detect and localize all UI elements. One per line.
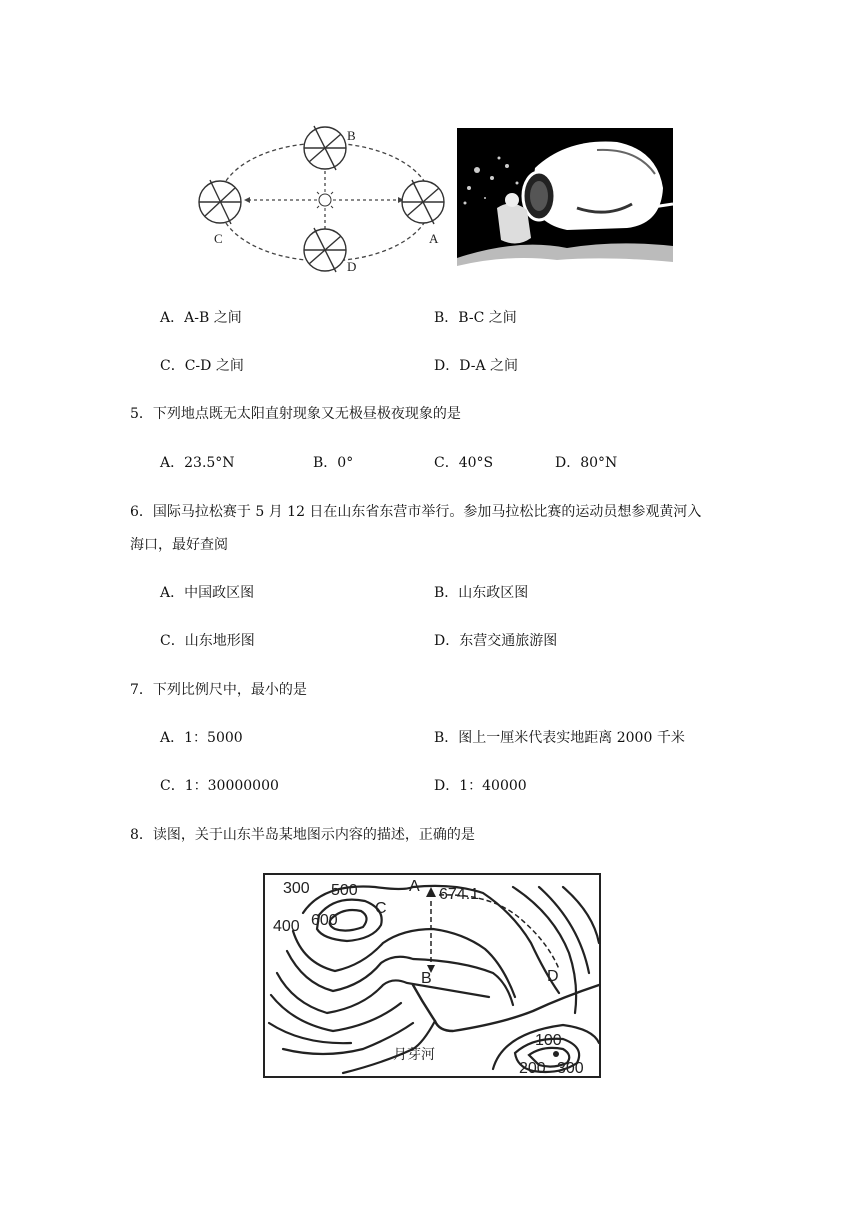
point-label-c: C	[375, 900, 387, 917]
contour-label-100: 100	[535, 1032, 562, 1049]
sun-icon	[314, 189, 336, 211]
earth-b	[304, 126, 346, 170]
q7-option-c[interactable]: C．1：30000000	[160, 778, 279, 794]
point-label-b: B	[421, 970, 432, 987]
q5-option-c[interactable]: C．40°S	[434, 455, 494, 471]
contour-label-300b: 300	[557, 1060, 584, 1077]
contour-label-300: 300	[283, 880, 310, 897]
q7-stem: 7．下列比例尺中，最小的是	[130, 682, 307, 698]
q5-option-a[interactable]: A．23.5°N	[160, 455, 235, 471]
option-c[interactable]: C．C-D 之间	[160, 358, 244, 374]
q6-stem-line2: 海口，最好查阅	[130, 537, 228, 553]
capsule-photo	[457, 128, 673, 274]
contour-label-400: 400	[273, 918, 300, 935]
option-a[interactable]: A．A-B 之间	[160, 310, 242, 326]
q6-stem-line1: 6．国际马拉松赛于 5 月 12 日在山东省东营市举行。参加马拉松比赛的运动员想参观黄河入	[130, 504, 702, 520]
earth-orbit-diagram	[196, 118, 454, 276]
q7-option-b[interactable]: B．图上一厘米代表实地距离 2000 千米	[434, 730, 685, 746]
earth-c	[199, 180, 241, 224]
q6-option-c[interactable]: C．山东地形图	[160, 633, 255, 649]
point-label-a: A	[409, 878, 420, 895]
river-name: 月芽河	[393, 1047, 435, 1063]
q5-option-d[interactable]: D．80°N	[555, 455, 618, 471]
label-a: A	[429, 231, 439, 246]
label-d: D	[347, 259, 357, 274]
option-d[interactable]: D．D-A 之间	[434, 358, 519, 374]
label-b: B	[347, 128, 356, 143]
q5-stem: 5．下列地点既无太阳直射现象又无极昼极夜现象的是	[130, 406, 461, 422]
point-label-d: D	[547, 968, 559, 985]
label-c: C	[214, 231, 223, 246]
earth-a	[402, 180, 444, 224]
contour-label-500: 500	[331, 882, 358, 899]
contour-label-200: 200	[519, 1060, 546, 1077]
q8-stem: 8．读图，关于山东半岛某地图示内容的描述，正确的是	[130, 827, 475, 843]
q7-option-d[interactable]: D．1：40000	[434, 778, 527, 794]
q6-option-b[interactable]: B．山东政区图	[434, 585, 529, 601]
peak-elevation: 674.1	[439, 886, 480, 903]
earth-d	[304, 228, 346, 272]
option-b[interactable]: B．B-C 之间	[434, 310, 517, 326]
q6-option-a[interactable]: A．中国政区图	[160, 585, 255, 601]
q5-option-b[interactable]: B．0°	[313, 455, 354, 471]
topographic-map	[263, 873, 601, 1078]
q7-option-a[interactable]: A．1：5000	[160, 730, 243, 746]
q6-option-d[interactable]: D．东营交通旅游图	[434, 633, 558, 649]
contour-label-600: 600	[311, 912, 338, 929]
